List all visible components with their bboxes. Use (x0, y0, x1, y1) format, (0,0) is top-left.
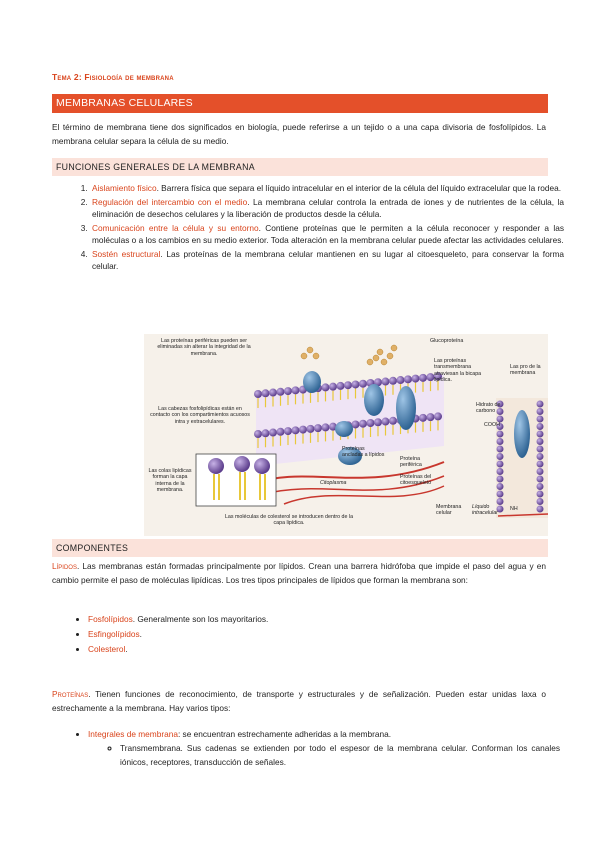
label-cabezas: Las cabezas fosfolipídicas están en contacto con los compartimientos acuosos intra y extracelulares. (150, 406, 250, 425)
phospholipid-head (419, 414, 427, 422)
phospholipid-head (337, 382, 345, 390)
phospholipid-head (262, 389, 270, 397)
phospholipid-head (537, 461, 544, 468)
phospholipid-inset (196, 454, 276, 506)
phospholipid-head (389, 417, 397, 425)
list-item: 3. Comunicación entre la célula y su entorno. Contiene proteínas que le permiten a la célula reconocer y responder a las moléculas o a los cambios en su medio exterior. Toda alteración en la membrana celular puede afectar las actividades celulares. (90, 222, 564, 247)
phospholipid-head (277, 388, 285, 396)
phospholipid-head (497, 491, 504, 498)
label-la-pro: Las pro de la membrana (510, 364, 541, 377)
label-colas: Las colas lipídicas forman la capa interna de la membrana. (148, 468, 192, 493)
topic-title: Tema 2: Fisiología de membrana (52, 72, 174, 82)
phospholipid-head (537, 446, 544, 453)
phospholipid-head (314, 424, 322, 432)
phospholipid-head (497, 483, 504, 490)
protein-subtypes-list (88, 742, 560, 769)
phospholipid-head (434, 412, 442, 420)
phospholipid-head (537, 476, 544, 483)
label-citoesqueleto: Proteínas del citoesqueleto (400, 474, 432, 487)
phospholipid-head (537, 431, 544, 438)
label-perifericas-text: Las proteínas periféricas pueden ser eliminadas sin alterar la integridad de la membrana. (157, 338, 251, 357)
label-colesterol: Las moléculas de colesterol se introducen dentro de la capa lipídica. (224, 514, 354, 527)
label-citoplasma: Citoplasma (320, 480, 347, 486)
componentes-heading: COMPONENTES (52, 539, 548, 557)
list-item: 1. Aislamiento físico. Barrera física que separa el líquido intracelular en el interior de la célula del líquido extracelular que la rodea. (90, 182, 564, 194)
lipid-types-list (74, 612, 268, 657)
phospholipid-head (322, 383, 330, 391)
label-transmembrana: Las proteínas transmembrana atraviesan la bicapa lipídica. (434, 358, 482, 383)
phospholipid-head (254, 390, 262, 398)
phospholipid-head (269, 429, 277, 437)
phospholipid-head (389, 377, 397, 385)
label-membrana: Membrana celular (436, 504, 462, 517)
phospholipid-head (497, 461, 504, 468)
label-nh: NH (510, 506, 518, 512)
label-glucoproteina: Glucoproteína (430, 338, 464, 344)
list-item: • Colesterol. (88, 642, 268, 657)
label-ancladas: Proteínas ancladas a lípidos (342, 446, 385, 459)
phospholipid-head (537, 506, 544, 513)
phospholipid-head (307, 425, 315, 433)
funciones-heading: FUNCIONES GENERALES DE LA MEMBRANA (52, 158, 548, 176)
phospholipid-head (537, 498, 544, 505)
phospholipid-head (367, 419, 375, 427)
phospholipid-head (397, 376, 405, 384)
phospholipid-head (497, 468, 504, 475)
phospholipid-head (292, 386, 300, 394)
phospholipid-head (292, 426, 300, 434)
list-item: 2. Regulación del intercambio con el medio. La membrana celular controla la entrada de iones y de nutrientes de la célula, la eliminación de desechos celulares y la liberación de productos desde la célula. (90, 196, 564, 221)
funciones-list (72, 182, 564, 274)
phospholipid-head (427, 413, 435, 421)
phospholipid-head (497, 476, 504, 483)
phospholipid-head (374, 418, 382, 426)
list-item: 4. Sostén estructural. Las proteínas de la membrana celular mantienen en su lugar al citoesqueleto, para conservar la forma celular. (90, 248, 564, 273)
phospholipid-head (537, 483, 544, 490)
phospholipid-head (412, 375, 420, 383)
phospholipid-head (382, 378, 390, 386)
label-periferica: Proteína periférica (400, 456, 422, 469)
phospholipid-head (359, 380, 367, 388)
phospholipid-head (537, 423, 544, 430)
phospholipid-head (277, 428, 285, 436)
phospholipid-head (537, 468, 544, 475)
phospholipid-head (254, 430, 262, 438)
phospholipid-head (537, 416, 544, 423)
protein-types-list (74, 728, 560, 769)
intro-paragraph: El término de membrana tiene dos significados en biología, puede referirse a un tejido o a una capa divisoria de fosfolípidos. La membrana celular separa la célula de su medio. (52, 122, 546, 146)
phospholipid-head (299, 426, 307, 434)
list-item: • Esfingolípidos. (88, 627, 268, 642)
phospholipid-head (497, 453, 504, 460)
phospholipid-head (404, 375, 412, 383)
phospholipid-head (537, 438, 544, 445)
phospholipid-head (359, 420, 367, 428)
phospholipid-head (329, 383, 337, 391)
phospholipid-head (284, 427, 292, 435)
membrane-diagram (144, 334, 548, 536)
membrane-figure (144, 334, 548, 536)
lipidos-paragraph: Lípidos. Las membranas están formadas principalmente por lípidos. Crean una barrera hidrófoba que impide el paso del agua y en cambio permite el paso de moléculas lipídicas. Los tres tipos principales de lípidos que forman la membrana son: (52, 561, 546, 585)
phospholipid-head (537, 408, 544, 415)
phospholipid-head (497, 446, 504, 453)
phospholipid-head (537, 491, 544, 498)
phospholipid-head (344, 381, 352, 389)
phospholipid-head (262, 429, 270, 437)
section-header: MEMBRANAS CELULARES (52, 94, 548, 113)
list-item: • Fosfolípidos. Generalmente son los mayoritarios. (88, 612, 268, 627)
phospholipid-head (419, 374, 427, 382)
label-hidrato: Hidrato de carbono (476, 402, 501, 415)
phospholipid-head (322, 423, 330, 431)
list-item: ◦ Transmembrana. Sus cadenas se extienden por todo el espesor de la membrana celular. Conforman los canales iónicos, receptores, transducción de señales. (120, 742, 560, 769)
list-item: • Integrales de membrana: se encuentran estrechamente adheridas a la membrana. ◦ Transmembrana. Sus cadenas se extienden por todo el espesor de la membrana celular. Conforman los canales iónicos, receptores, transducción de señales. (88, 728, 560, 769)
proteinas-paragraph: Proteínas. Tienen funciones de reconocimiento, de transporte y estructurales y de señalización. Pueden estar unidas laxa o estrechamente a la membrana. Hay varios tipos: (52, 689, 546, 713)
phospholipid-head (537, 401, 544, 408)
phospholipid-head (382, 418, 390, 426)
phospholipid-head (537, 453, 544, 460)
phospholipid-head (269, 389, 277, 397)
phospholipid-head (497, 438, 504, 445)
label-liquido: Líquido intracelular (472, 504, 498, 517)
phospholipid-head (284, 387, 292, 395)
phospholipid-head (352, 380, 360, 388)
label-cooh: COOH (484, 422, 500, 428)
